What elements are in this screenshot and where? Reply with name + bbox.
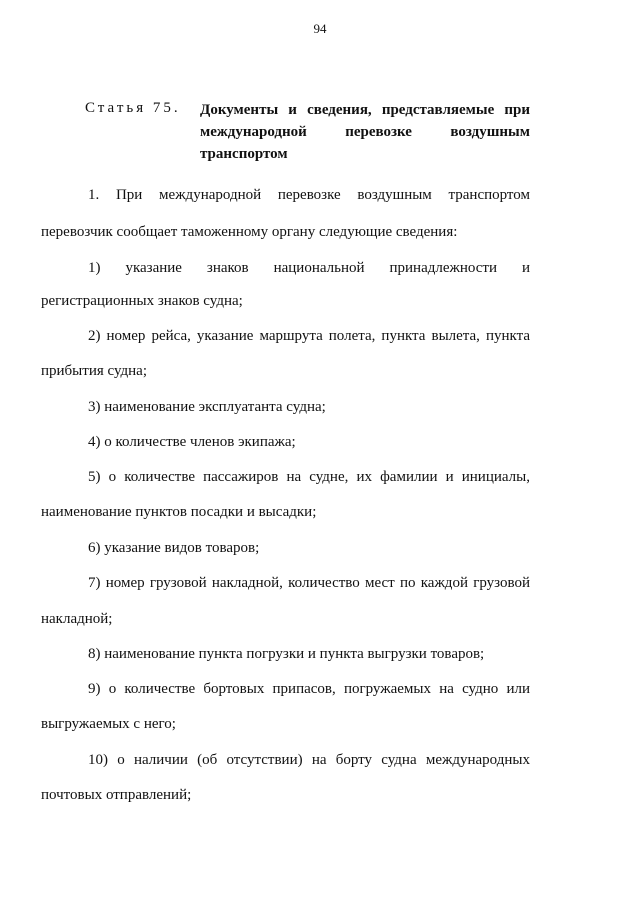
article-title-line: Документы и сведения, представляемые при [200, 102, 530, 118]
paragraph-1-line-1: 1. При международной перевозке воздушным транспортом [88, 187, 530, 203]
item-3: 3) наименование эксплуатанта судна; [88, 399, 326, 415]
item-9-line-1: 9) о количестве бортовых припасов, погружаемых на судно или [88, 681, 530, 697]
item-10-line-1: 10) о наличии (об отсутствии) на борту судна международных [88, 752, 530, 768]
item-7-line-1: 7) номер грузовой накладной, количество мест по каждой грузовой [88, 575, 530, 591]
article-title-line: международной перевозке воздушным [200, 124, 530, 140]
item-10-line-2: почтовых отправлений; [41, 787, 192, 803]
article-label: Статья 75. [85, 100, 181, 116]
article-title-line: транспортом [200, 146, 288, 162]
item-2-line-1: 2) номер рейса, указание маршрута полета, пункта вылета, пункта [88, 328, 530, 344]
item-4: 4) о количестве членов экипажа; [88, 434, 296, 450]
item-9-line-2: выгружаемых с него; [41, 716, 176, 732]
item-7-line-2: накладной; [41, 611, 113, 627]
article-title [200, 99, 530, 165]
item-1-line-2: регистрационных знаков судна; [41, 293, 243, 309]
item-6: 6) указание видов товаров; [88, 540, 260, 556]
item-8: 8) наименование пункта погрузки и пункта выгрузки товаров; [88, 646, 485, 662]
item-5-line-2: наименование пунктов посадки и высадки; [41, 504, 317, 520]
paragraph-1-line-2: перевозчик сообщает таможенному органу следующие сведения: [41, 224, 458, 240]
page-number: 94 [313, 21, 327, 36]
item-1-line-1: 1) указание знаков национальной принадлежности и [88, 260, 530, 276]
item-5-line-1: 5) о количестве пассажиров на судне, их фамилии и инициалы, [88, 469, 530, 485]
item-2-line-2: прибытия судна; [41, 363, 147, 379]
